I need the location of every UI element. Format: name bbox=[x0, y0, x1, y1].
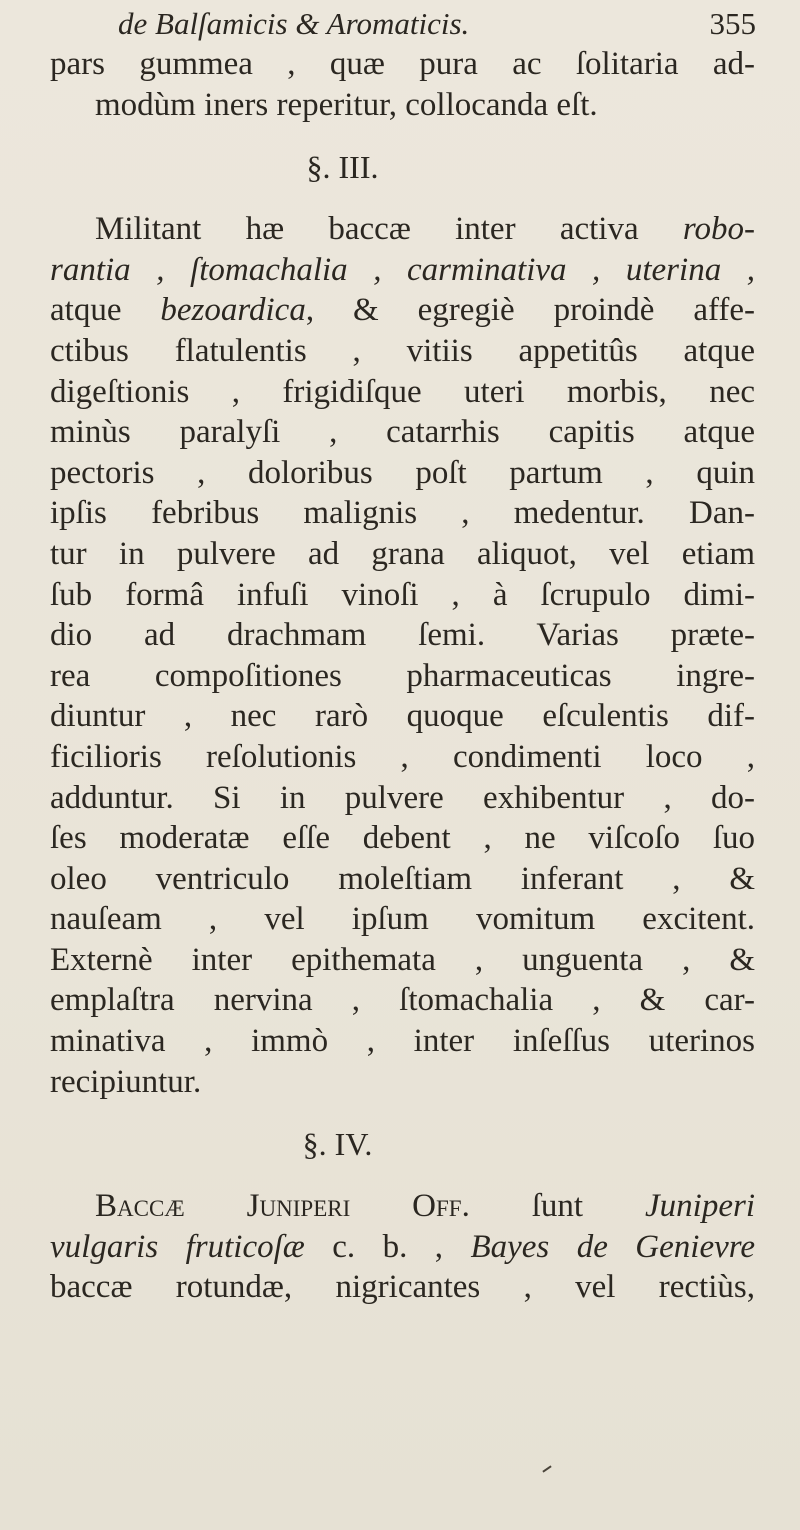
text-line: pectoris , doloribus poſt partum , quin bbox=[50, 454, 755, 491]
text-line bbox=[50, 1227, 755, 1268]
text-line: nauſeam , vel ipſum vomitum excitent. bbox=[50, 901, 755, 938]
text-line: ficilioris reſolutionis , condimenti loco , bbox=[50, 738, 755, 775]
ink-speck bbox=[542, 1465, 551, 1472]
text-line: atque bezoardica, & egregiè proindè affe- bbox=[50, 292, 755, 329]
text-line bbox=[50, 1186, 755, 1227]
text-line: baccæ rotundæ, nigricantes , vel rectiùs, bbox=[50, 1269, 755, 1306]
lemma-smallcaps: Baccæ Juniperi Off. bbox=[95, 1188, 470, 1225]
text-run: ſunt bbox=[469, 1188, 646, 1225]
text-run-italic: Bayes de Genievre bbox=[470, 1228, 755, 1265]
text-line: dio ad drachmam ſemi. Varias præte- bbox=[50, 617, 755, 654]
text-line: diuntur , nec rarò quoque eſculentis dif- bbox=[50, 698, 755, 735]
text-line: recipiuntur. bbox=[50, 1063, 202, 1100]
body-text bbox=[50, 44, 755, 1308]
text-line: digeſtionis , frigidiſque uteri morbis, nec bbox=[50, 373, 755, 410]
text-run-italic: vulgaris fruticoſæ bbox=[50, 1228, 305, 1265]
text-line: ctibus flatulentis , vitiis appetitûs atque bbox=[50, 332, 755, 369]
text-line: pars gummea , quæ pura ac ſolitaria ad- bbox=[50, 46, 755, 82]
text-line: minativa , immò , inter inſeſſus uterinos bbox=[50, 1023, 755, 1060]
text-line: emplaſtra nervina , ſtomachalia , & car- bbox=[50, 982, 755, 1019]
text-line: ſub formâ infuſi vinoſi , à ſcrupulo dimi- bbox=[50, 576, 755, 613]
text-line: ſes moderatæ eſſe debent , ne viſcoſo ſuo bbox=[50, 820, 755, 857]
running-title: de Balſamicis & Aromaticis. bbox=[118, 6, 470, 41]
text-line: modùm iners reperitur, collocanda eſt. bbox=[95, 86, 598, 123]
text-line: rea compoſitiones pharmaceuticas ingre- bbox=[50, 657, 755, 694]
text-run: c. b. , bbox=[304, 1228, 471, 1265]
text-line: Externè inter epithemata , unguenta , & bbox=[50, 941, 755, 978]
text-run-italic: Juniperi bbox=[645, 1188, 755, 1225]
text-line: oleo ventriculo moleſtiam inferant , & bbox=[50, 860, 755, 897]
page-header bbox=[118, 6, 756, 42]
text-line: adduntur. Si in pulvere exhibentur , do- bbox=[50, 779, 755, 816]
section-heading-3: §. III. bbox=[306, 149, 379, 186]
section-heading-4: §. IV. bbox=[302, 1126, 373, 1163]
text-line: minùs paralyſi , catarrhis capitis atque bbox=[50, 414, 755, 451]
text-line: Militant hæ baccæ inter activa robo- bbox=[95, 211, 755, 248]
text-line: rantia , ſtomachalia , carminativa , uterina , bbox=[50, 251, 755, 288]
page-number: 355 bbox=[709, 6, 756, 41]
text-line: tur in pulvere ad grana aliquot, vel etiam bbox=[50, 535, 755, 572]
text-line: ipſis febribus malignis , medentur. Dan- bbox=[50, 495, 755, 532]
